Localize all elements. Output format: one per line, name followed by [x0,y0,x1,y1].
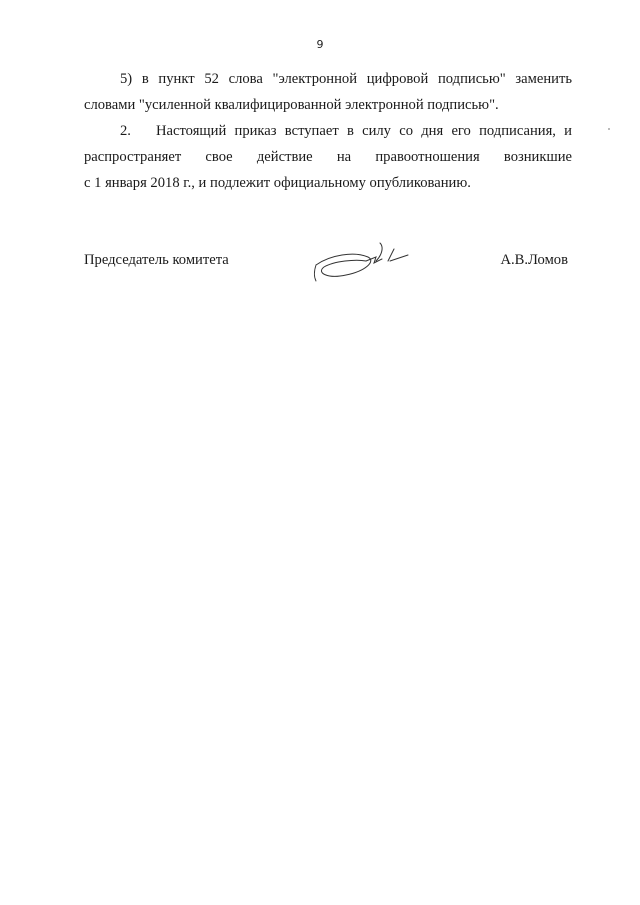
paragraph-line: с 1 января 2018 г., и подлежит официальному опубликованию. [84,175,471,191]
paragraph-line: словами "усиленной квалифицированной электронной подписью". [84,97,499,113]
handwritten-signature [310,237,430,285]
item-number: 2. [120,123,131,139]
signatory-title: Председатель комитета [84,252,229,268]
signatory-name: А.В.Ломов [500,252,568,268]
paragraph-amendment-5 [84,66,572,118]
scan-speck [608,128,610,130]
paragraph-line-text: Настоящий приказ вступает в силу со дня его подписания, и [156,123,572,139]
page-number: 9 [316,38,324,51]
paragraph-effective-date [84,118,572,196]
paragraph-line [84,118,572,144]
paragraph-line: 5) в пункт 52 слова "электронной цифровой подписью" заменить [120,71,572,87]
paragraph-line: распространяет свое действие на правоотношения возникшие [84,149,572,165]
signature-block [84,247,572,287]
